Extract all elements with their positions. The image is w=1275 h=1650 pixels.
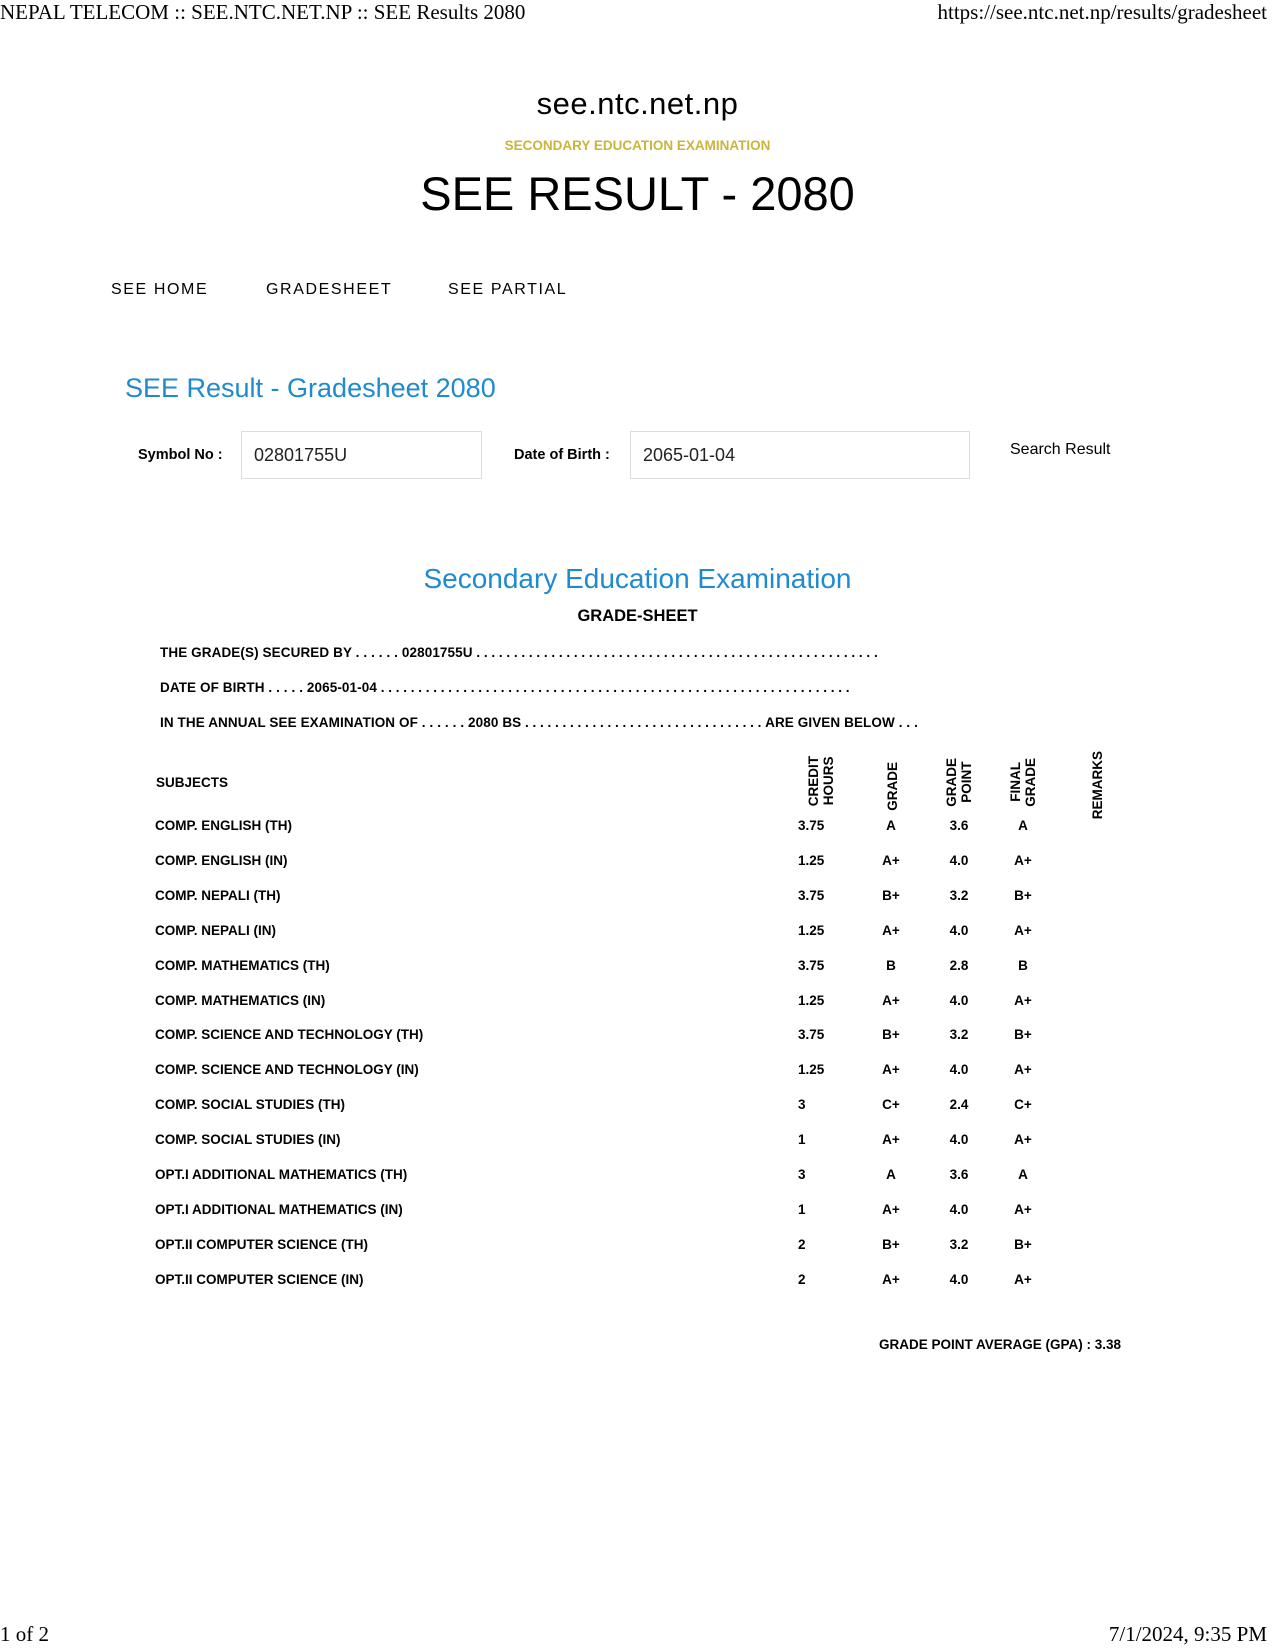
final-grade-cell: C+ — [1014, 1097, 1032, 1113]
final-grade-cell: B+ — [1014, 1236, 1032, 1252]
site-name: see.ntc.net.np — [536, 86, 739, 121]
site-subtitle: SECONDARY EDUCATION EXAMINATION — [504, 138, 771, 153]
nav-see-home[interactable]: SEE HOME — [111, 281, 209, 298]
credit-hours-cell: 1.25 — [798, 1062, 825, 1078]
print-header-title: NEPAL TELECOM :: SEE.NTC.NET.NP :: SEE Results 2080 — [0, 0, 526, 24]
exam-year-line — [160, 715, 1030, 730]
final-grade-cell: A+ — [1014, 1132, 1032, 1148]
symbol-input[interactable] — [241, 431, 482, 479]
grade-cell: B+ — [882, 1236, 900, 1252]
table-row — [0, 993, 1275, 1017]
subject-cell: COMP. NEPALI (IN) — [155, 922, 277, 938]
col-header-credit-hours: CREDIT HOURS — [806, 756, 836, 807]
credit-hours-cell: 1 — [798, 1201, 806, 1217]
dob-line-value: 2065-01-04 — [306, 680, 377, 695]
subject-cell: OPT.II COMPUTER SCIENCE (IN) — [155, 1271, 364, 1287]
subject-cell: OPT.II COMPUTER SCIENCE (TH) — [155, 1236, 369, 1252]
grade-cell: A+ — [882, 922, 900, 938]
grade-point-cell: 4.0 — [949, 922, 969, 938]
subject-cell: OPT.I ADDITIONAL MATHEMATICS (TH) — [155, 1167, 408, 1182]
exam-title: Secondary Education Examination — [423, 563, 852, 594]
grade-cell: A+ — [882, 852, 900, 868]
table-row — [0, 888, 1275, 912]
grade-cell: A — [886, 818, 896, 833]
grade-point-cell: 3.2 — [949, 887, 969, 903]
credit-hours-cell: 1 — [798, 1132, 806, 1148]
final-grade-cell: A+ — [1014, 1062, 1032, 1078]
grade-point-cell: 2.8 — [949, 957, 969, 973]
grade-cell: B+ — [882, 887, 900, 903]
subject-cell: COMP. ENGLISH (IN) — [155, 852, 288, 868]
subject-cell: COMP. SCIENCE AND TECHNOLOGY (TH) — [155, 1027, 424, 1043]
form-title: SEE Result - Gradesheet 2080 — [125, 373, 496, 403]
final-grade-cell: A — [1018, 1167, 1028, 1182]
dob-label: Date of Birth : — [514, 447, 610, 463]
grade-cell: B+ — [882, 1027, 900, 1043]
secured-by-value: 02801755U — [401, 645, 473, 660]
table-row — [0, 818, 1275, 842]
grade-point-cell: 4.0 — [949, 1062, 969, 1078]
grade-cell: A+ — [882, 1201, 900, 1217]
credit-hours-cell: 1.25 — [798, 922, 825, 938]
final-grade-cell: B+ — [1014, 887, 1032, 903]
exam-year-prefix: IN THE ANNUAL SEE EXAMINATION OF . . . . . . — [160, 715, 469, 730]
subject-cell: COMP. MATHEMATICS (TH) — [155, 957, 330, 973]
exam-year-value: 2080 BS — [468, 715, 522, 730]
grade-point-cell: 3.6 — [949, 818, 969, 833]
credit-hours-cell: 2 — [798, 1236, 806, 1252]
dob-line-prefix: DATE OF BIRTH . . . . . — [160, 680, 307, 695]
credit-hours-cell: 3.75 — [798, 887, 825, 903]
final-grade-cell: A+ — [1014, 1271, 1032, 1287]
grade-point-cell: 4.0 — [949, 992, 969, 1008]
credit-hours-cell: 3.75 — [798, 818, 825, 833]
grade-point-cell: 3.2 — [949, 1027, 969, 1043]
table-row — [0, 1027, 1275, 1051]
table-row — [0, 1202, 1275, 1226]
print-footer-datetime: 7/1/2024, 9:35 PM — [1108, 1622, 1267, 1646]
page-headline: SEE RESULT - 2080 — [420, 167, 855, 220]
credit-hours-cell: 1.25 — [798, 852, 825, 868]
col-header-final-grade: FINAL GRADE — [1008, 758, 1038, 807]
grade-point-cell: 4.0 — [949, 852, 969, 868]
subject-cell: COMP. SOCIAL STUDIES (TH) — [155, 1097, 346, 1113]
credit-hours-cell: 3 — [798, 1097, 806, 1113]
grade-point-cell: 4.0 — [949, 1201, 969, 1217]
print-footer-page: 1 of 2 — [0, 1622, 49, 1646]
credit-hours-cell: 1.25 — [798, 992, 825, 1008]
nav-gradesheet[interactable]: GRADESHEET — [266, 281, 393, 298]
table-row — [0, 1167, 1275, 1191]
col-header-grade: GRADE — [885, 762, 900, 811]
grade-point-cell: 3.2 — [949, 1236, 969, 1252]
table-row — [0, 958, 1275, 982]
col-header-subjects: SUBJECTS — [156, 775, 229, 790]
nav-see-partial[interactable]: SEE PARTIAL — [448, 281, 568, 298]
subject-cell: COMP. SOCIAL STUDIES (IN) — [155, 1132, 341, 1148]
subject-cell: COMP. ENGLISH (TH) — [155, 818, 293, 833]
table-row — [0, 1062, 1275, 1086]
col-header-grade-point: GRADE POINT — [944, 758, 974, 807]
final-grade-cell: A — [1018, 818, 1028, 833]
gradesheet-title: GRADE-SHEET — [577, 607, 698, 625]
grade-point-cell: 4.0 — [949, 1132, 969, 1148]
credit-hours-cell: 2 — [798, 1271, 806, 1287]
subject-cell: COMP. SCIENCE AND TECHNOLOGY (IN) — [155, 1062, 419, 1078]
final-grade-cell: A+ — [1014, 1201, 1032, 1217]
search-result-button[interactable]: Search Result — [1010, 441, 1111, 458]
symbol-label: Symbol No : — [138, 447, 223, 463]
exam-year-dots: . . . . . . . . . . . . . . . . . . . . . . . . . . . . . . . . — [521, 715, 766, 730]
subject-cell: COMP. MATHEMATICS (IN) — [155, 992, 326, 1008]
final-grade-cell: B — [1018, 957, 1028, 973]
secured-by-dots: . . . . . . . . . . . . . . . . . . . . . . . . . . . . . . . . . . . . . . . . . . . . . . . . . . . . . . — [472, 645, 878, 660]
secured-by-line — [160, 645, 1030, 660]
subject-cell: OPT.I ADDITIONAL MATHEMATICS (IN) — [155, 1201, 403, 1217]
credit-hours-cell: 3 — [798, 1167, 806, 1182]
exam-year-suffix: ARE GIVEN BELOW . . . — [765, 715, 918, 730]
grade-cell: A+ — [882, 1132, 900, 1148]
final-grade-cell: A+ — [1014, 922, 1032, 938]
table-row — [0, 1237, 1275, 1261]
grade-cell: C+ — [882, 1097, 900, 1113]
table-row — [0, 923, 1275, 947]
print-header-url: https://see.ntc.net.np/results/gradesheet — [937, 0, 1267, 24]
secured-by-prefix: THE GRADE(S) SECURED BY . . . . . . — [160, 645, 402, 660]
grade-cell: A+ — [882, 1271, 900, 1287]
final-grade-cell: A+ — [1014, 852, 1032, 868]
gpa-label: GRADE POINT AVERAGE (GPA) : — [879, 1337, 1095, 1352]
dob-line-dots: . . . . . . . . . . . . . . . . . . . . . . . . . . . . . . . . . . . . . . . . . . . . . . . . . . . . . . . . . . . . . . . — [376, 680, 850, 695]
grade-cell: A+ — [882, 992, 900, 1008]
table-row — [0, 1272, 1275, 1296]
final-grade-cell: B+ — [1014, 1027, 1032, 1043]
table-row — [0, 1097, 1275, 1121]
grade-point-cell: 3.6 — [949, 1167, 969, 1182]
final-grade-cell: A+ — [1014, 992, 1032, 1008]
grade-point-cell: 4.0 — [949, 1271, 969, 1287]
gpa-summary — [879, 1337, 1121, 1352]
dob-line — [160, 680, 1030, 695]
table-row — [0, 853, 1275, 877]
credit-hours-cell: 3.75 — [798, 957, 825, 973]
gpa-value: 3.38 — [1094, 1337, 1122, 1352]
dob-input[interactable] — [630, 431, 970, 479]
grade-point-cell: 2.4 — [949, 1097, 969, 1113]
col-header-remarks: REMARKS — [1090, 751, 1105, 820]
grade-cell: B — [886, 957, 896, 973]
table-row — [0, 1132, 1275, 1156]
credit-hours-cell: 3.75 — [798, 1027, 825, 1043]
grade-cell: A — [886, 1167, 896, 1182]
subject-cell: COMP. NEPALI (TH) — [155, 887, 281, 903]
grade-cell: A+ — [882, 1062, 900, 1078]
